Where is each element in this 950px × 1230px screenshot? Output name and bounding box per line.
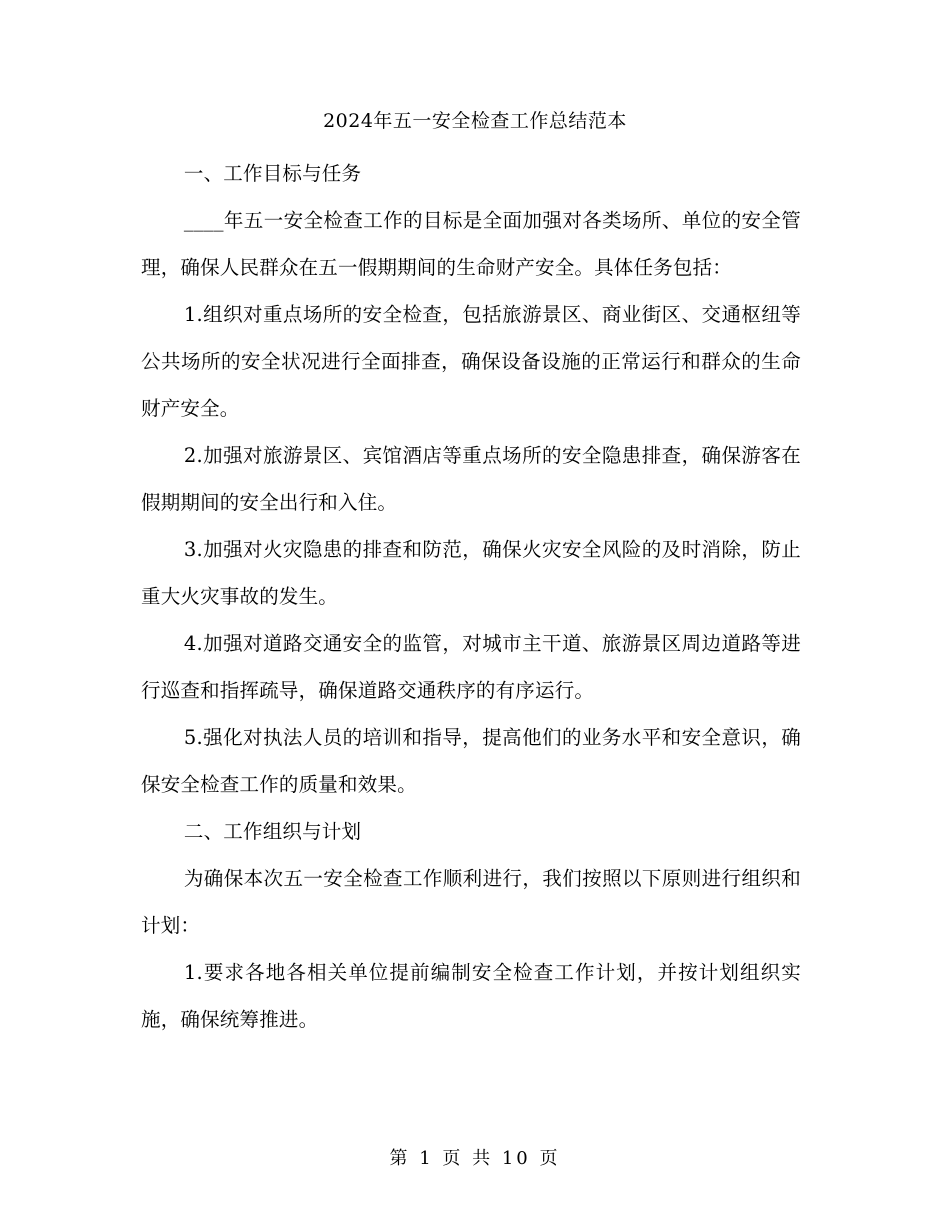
list-item-4: 4.加强对道路交通安全的监管，对城市主干道、旅游景区周边道路等进行巡查和指挥疏导，确保道路交通秩序的有序运行。 xyxy=(141,632,801,702)
section-heading-1: 一、工作目标与任务 xyxy=(183,162,362,185)
paragraph-organization: 为确保本次五一安全检查工作顺利进行，我们按照以下原则进行组织和计划： xyxy=(141,867,801,937)
list-item-2: 2.加强对旅游景区、宾馆酒店等重点场所的安全隐患排查，确保游客在假期期间的安全出行和入住。 xyxy=(141,444,801,514)
list-item-3: 3.加强对火灾隐患的排查和防范，确保火灾安全风险的及时消除，防止重大火灾事故的发生。 xyxy=(141,538,801,608)
section-heading-2: 二、工作组织与计划 xyxy=(183,820,362,843)
plan-item-1: 1.要求各地各相关单位提前编制安全检查工作计划，并按计划组织实施，确保统筹推进。 xyxy=(141,961,801,1031)
page-number: 第 1 页 共 10 页 xyxy=(389,1148,561,1169)
document-title: 2024年五一安全检查工作总结范本 xyxy=(323,110,627,132)
document-body xyxy=(141,150,801,1043)
list-item-5: 5.强化对执法人员的培训和指导，提高他们的业务水平和安全意识，确保安全检查工作的质量和效果。 xyxy=(141,726,801,796)
paragraph-goal: ____年五一安全检查工作的目标是全面加强对各类场所、单位的安全管理，确保人民群众在五一假期期间的生命财产安全。具体任务包括： xyxy=(141,209,801,279)
list-item-1: 1.组织对重点场所的安全检查，包括旅游景区、商业街区、交通枢纽等公共场所的安全状况进行全面排查，确保设备设施的正常运行和群众的生命财产安全。 xyxy=(141,303,801,420)
